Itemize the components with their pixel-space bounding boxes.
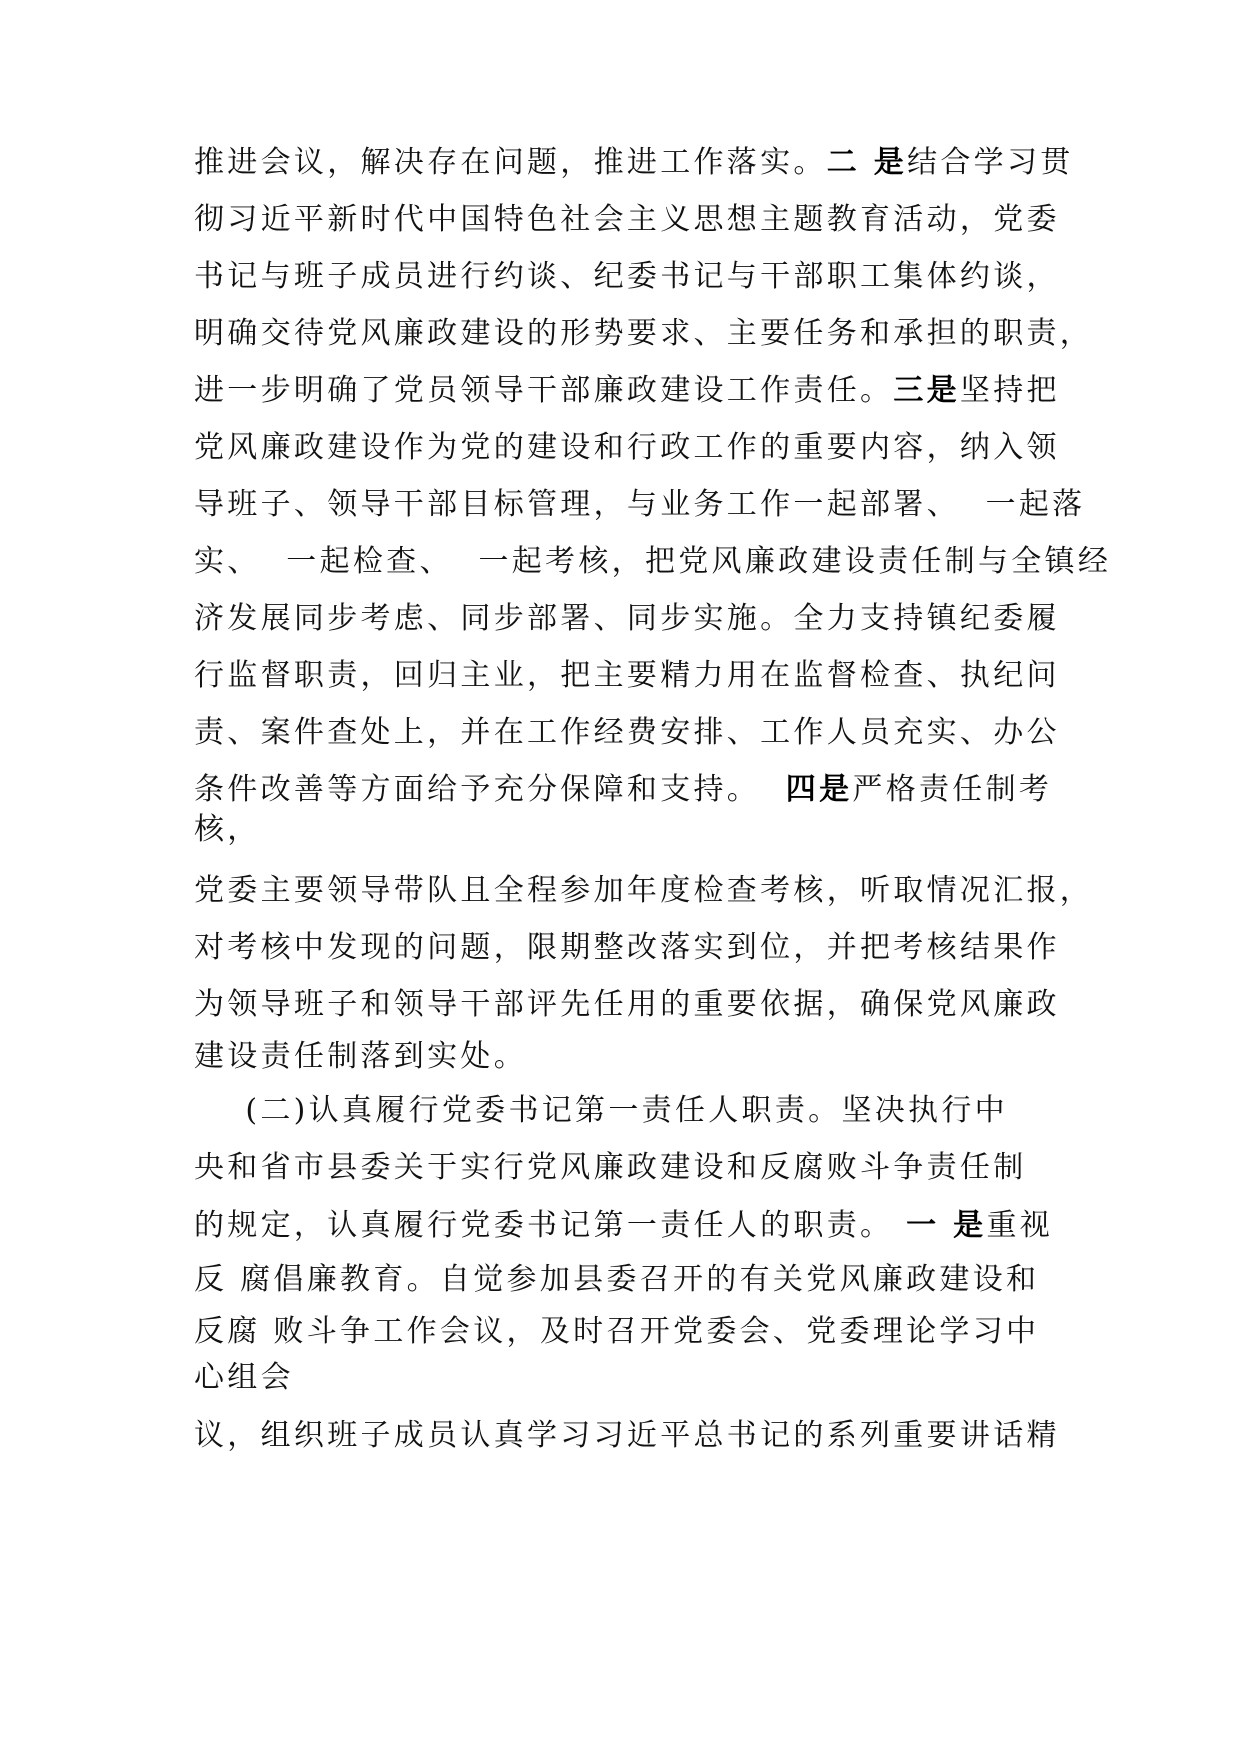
text-segment: 进一步明确了党员领导干部廉政建设工作责任。 <box>194 373 894 408</box>
text-line <box>194 143 1074 183</box>
text-line <box>194 1091 1074 1131</box>
text-line <box>194 200 1074 240</box>
text-line <box>194 1260 1074 1300</box>
text-segment: 推进会议，解决存在问题，推进工作落实。 <box>194 145 827 180</box>
bold-marker: 三是 <box>893 373 960 408</box>
text-line <box>194 1416 1074 1456</box>
text-line <box>194 428 1074 468</box>
text-line <box>194 1037 1074 1077</box>
text-segment: 重视 <box>986 1208 1054 1243</box>
text-line <box>194 1148 1074 1188</box>
text-line <box>194 1358 1074 1398</box>
text-line <box>194 314 1094 354</box>
text-segment: 实、 一起检查、 一起考核，把党风廉政建设责任制与全镇经 <box>194 544 1112 579</box>
text-segment: 心组会 <box>194 1360 294 1395</box>
text-line <box>194 770 1074 810</box>
text-segment: 结合学习贯 <box>907 145 1074 180</box>
text-segment: 行监督职责，回归主业，把主要精力用在监督检查、执纪问 <box>194 658 1060 693</box>
text-line <box>194 257 1074 297</box>
bold-marker: 四是 <box>785 772 853 807</box>
text-line <box>194 871 1094 911</box>
text-segment: 严格责任制考 <box>852 772 1053 807</box>
text-segment: 坚持把 <box>959 373 1060 408</box>
text-segment: 建设责任制落到实处。 <box>194 1039 527 1074</box>
text-line <box>194 656 1074 696</box>
text-segment: 为领导班子和领导干部评先任用的重要依据，确保党风廉政 <box>194 987 1060 1022</box>
text-segment: (二)认真履行党委书记第一责任人职责。坚决执行中 <box>194 1093 1008 1128</box>
text-line <box>194 1312 1074 1352</box>
text-segment: 核， <box>194 812 261 847</box>
text-segment: 导班子、领导干部目标管理，与业务工作一起部署、 一起落 <box>194 487 1086 522</box>
text-segment: 反腐 败斗争工作会议，及时召开党委会、党委理论学习中 <box>194 1314 1040 1349</box>
text-line <box>194 542 1112 582</box>
text-segment: 书记与班子成员进行约谈、纪委书记与干部职工集体约谈， <box>194 259 1060 294</box>
text-line <box>194 985 1074 1025</box>
text-line <box>194 810 1074 850</box>
text-segment: 党委主要领导带队且全程参加年度检查考核，听取情况汇报， <box>194 873 1094 908</box>
text-segment: 的规定，认真履行党委书记第一责任人的职责。 <box>194 1208 907 1243</box>
text-segment: 央和省市县委关于实行党风廉政建设和反腐败斗争责任制 <box>194 1150 1027 1185</box>
text-line <box>194 371 1074 411</box>
text-line <box>194 485 1086 525</box>
bold-marker: 二 是 <box>826 145 908 180</box>
text-segment: 责、案件查处上，并在工作经费安排、工作人员充实、办公 <box>194 715 1060 750</box>
text-segment: 条件改善等方面给予充分保障和支持。 <box>194 772 786 807</box>
text-segment: 党风廉政建设作为党的建设和行政工作的重要内容，纳入领 <box>194 430 1060 465</box>
text-segment: 济发展同步考虑、同步部署、同步实施。全力支持镇纪委履 <box>194 601 1060 636</box>
text-line <box>194 928 1074 968</box>
text-line <box>194 713 1074 753</box>
text-segment: 明确交待党风廉政建设的形势要求、主要任务和承担的职责， <box>194 316 1094 351</box>
text-line <box>194 1206 1074 1246</box>
text-segment: 彻习近平新时代中国特色社会主义思想主题教育活动，党委 <box>194 202 1060 237</box>
text-segment: 对考核中发现的问题，限期整改落实到位，并把考核结果作 <box>194 930 1060 965</box>
bold-marker: 一 是 <box>906 1208 987 1243</box>
text-segment: 议，组织班子成员认真学习习近平总书记的系列重要讲话精 <box>194 1418 1060 1453</box>
text-line <box>194 599 1074 639</box>
text-segment: 反 腐倡廉教育。自觉参加县委召开的有关党风廉政建设和 <box>194 1262 1040 1297</box>
